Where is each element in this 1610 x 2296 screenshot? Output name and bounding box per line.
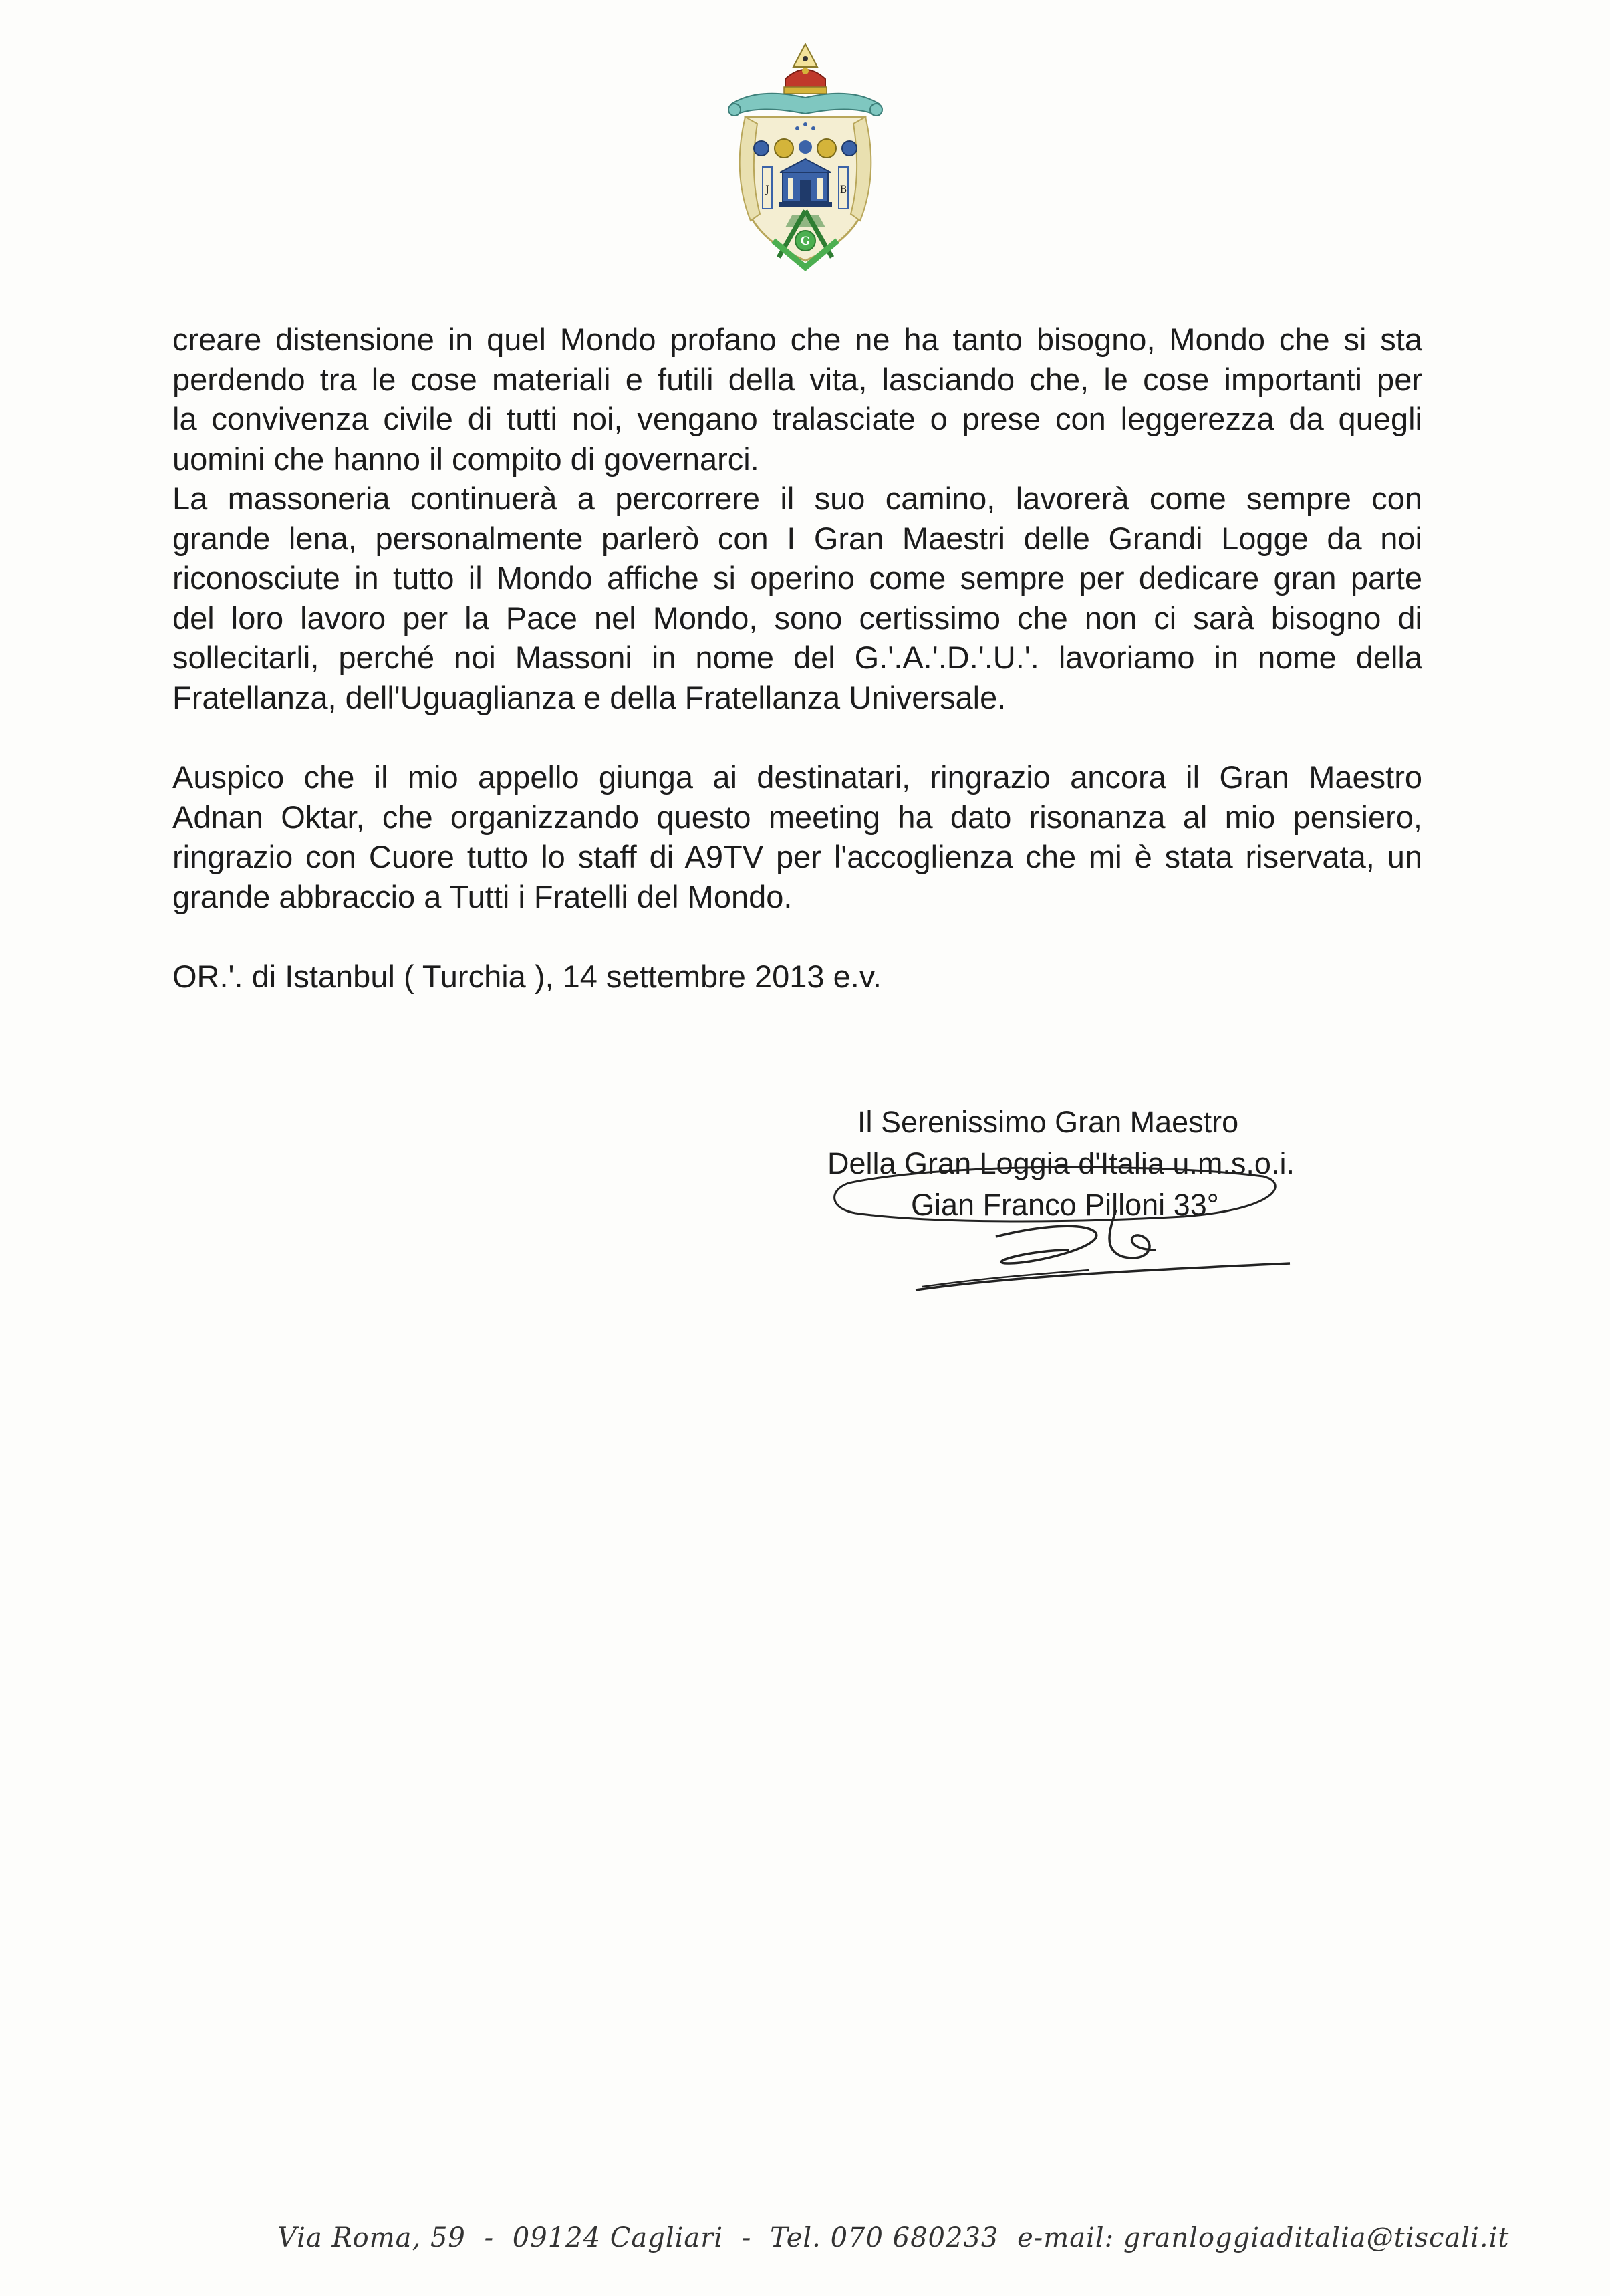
text-line: grande lena, personalmente parlerò con I Gran Maestri delle Grandi Logge da noi (172, 520, 1422, 556)
handwritten-signature (809, 1150, 1317, 1323)
pillar-letter-b: B (839, 184, 847, 195)
paragraph-1 (172, 320, 1422, 479)
signatory-title: Il Serenissimo Gran Maestro (857, 1105, 1239, 1139)
text-line: Adnan Oktar, che organizzando questo meeting ha dato risonanza al mio pensiero, (172, 799, 1422, 835)
date-line: OR.'. di Istanbul ( Turchia ), 14 settembre 2013 e.v. (172, 959, 882, 994)
compass-letter-g: G (800, 235, 811, 248)
text-line: del loro lavoro per la Pace nel Mondo, sono certissimo che non ci sarà bisogno di (172, 600, 1422, 636)
text-line: Fratellanza, dell'Uguaglianza e della Fratellanza Universale. (172, 679, 1007, 715)
text-line: ringrazio con Cuore tutto lo staff di A9TV per l'accoglienza che mi è stata riservata, un (172, 839, 1422, 874)
masonic-crest-emblem (718, 40, 892, 281)
text-line: grande abbraccio a Tutti i Fratelli del Mondo. (172, 878, 793, 914)
footer-email: e-mail: granloggiaditalia@tiscali.it (1017, 2222, 1510, 2253)
letterhead-footer (277, 2222, 1510, 2253)
text-line: La massoneria continuerà a percorrere il suo camino, lavorerà come sempre con (172, 481, 1422, 516)
text-line: uomini che hanno il compito di governarci. (172, 440, 759, 477)
signatory-organization: Della Gran Loggia d'Italia u.m.s.o.i. (827, 1146, 1295, 1180)
text-line: creare distensione in quel Mondo profano che ne ha tanto bisogno, Mondo che si sta (172, 322, 1422, 357)
footer-address: Via Roma, 59 (277, 2222, 466, 2253)
signatory-name: Gian Franco Pilloni 33° (911, 1188, 1219, 1222)
text-line: riconosciute in tutto il Mondo affiche si operino come sempre per dedicare gran parte (172, 560, 1422, 596)
footer-city: 09124 Cagliari (512, 2222, 724, 2253)
paragraph-3 (172, 757, 1422, 916)
text-line: perdendo tra le cose materiali e futili della vita, lasciando che, le cose importanti per (172, 361, 1422, 397)
text-line: Auspico che il mio appello giunga ai destinatari, ringrazio ancora il Gran Maestro (172, 759, 1422, 795)
footer-phone: Tel. 070 680233 (770, 2222, 999, 2253)
footer-separator: - (741, 2222, 752, 2253)
letter-body (172, 320, 1422, 997)
text-line: la convivenza civile di tutti noi, vengano tralasciate o prese con leggerezza da quegli (172, 401, 1422, 436)
footer-separator: - (484, 2222, 495, 2253)
text-line: sollecitarli, perché noi Massoni in nome del G.'.A.'.D.'.U.'. lavoriamo in nome della (172, 640, 1422, 675)
pillar-letter-j: J (765, 184, 769, 195)
paragraph-2 (172, 479, 1422, 717)
